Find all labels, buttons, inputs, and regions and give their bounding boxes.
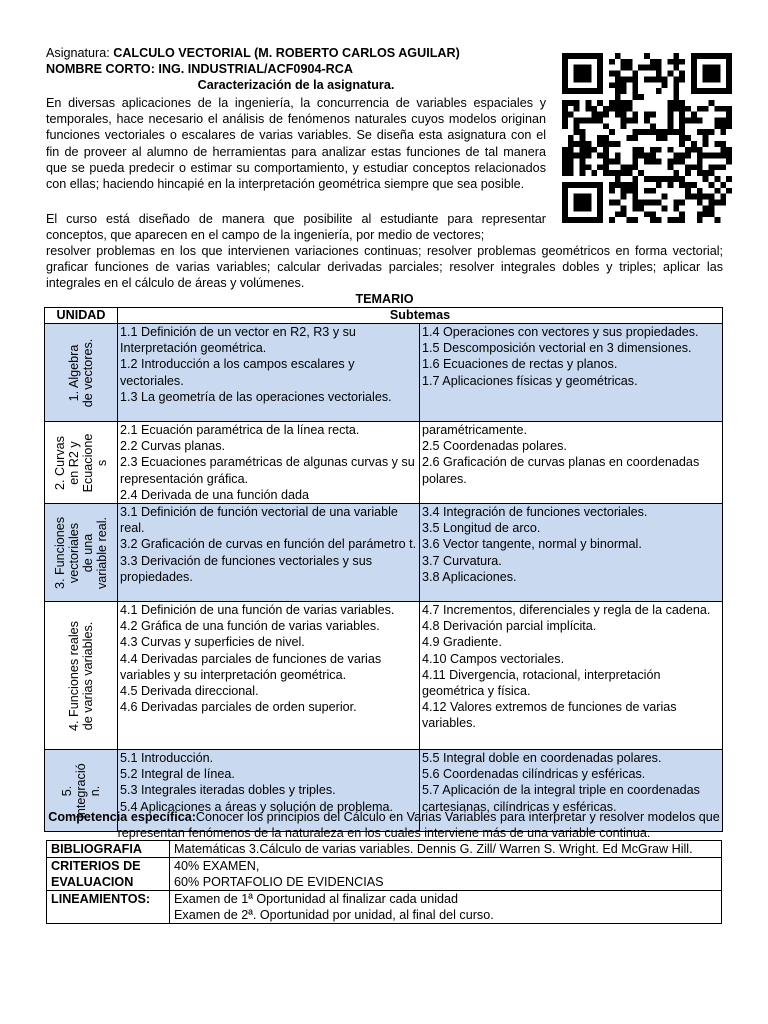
lineamientos-label: LINEAMIENTOS: <box>47 891 170 924</box>
unit-name: 3. Funciones vectoriales de una variable real. <box>53 516 109 589</box>
subtemas-left: 1.1 Definición de un vector en R2, R3 y su Interpretación geométrica. 1.2 Introducción a los campos escalares y vectoriales. 1.3 La geometría de las operaciones vectoriales. <box>118 324 420 422</box>
intro-paragraph-1: En diversas aplicaciones de la ingeniería, la concurrencia de variables espaciales y temporales, hace necesario el análisis de fenómenos naturales cuyos modelos originan funciones vectoriales o escalares de varias variables. Se diseña esta asignatura con el fin de proveer al alumno de herramientas para analizar estas funciones de tal manera que se pueda predecir o estimar su comportamiento, y estudiar conceptos relacionados con ellas; haciendo hincapié en la interpretación geométrica siempre que sea posible. <box>46 96 546 192</box>
unit-cell <box>45 602 118 750</box>
bibliografia-value: Matemáticas 3.Cálculo de varias variables. Dennis G. Zill/ Warren S. Wright. Ed McGraw Hill. <box>170 841 722 858</box>
subtemas-left: 4.1 Definición de una función de varias variables. 4.2 Gráfica de una función de varias variables. 4.3 Curvas y superficies de nivel. 4.4 Derivadas parciales de funciones de varias variables y su interpretación geométrica. 4.5 Derivada direccional. 4.6 Derivadas parciales de orden superior. <box>118 602 420 750</box>
competencia-label: Competencia específica: <box>48 810 196 824</box>
temario-header-row <box>45 308 723 324</box>
bibliografia-label: BIBLIOGRAFIA <box>47 841 170 858</box>
document-header <box>46 45 546 93</box>
unit-name: 5. Integració n. <box>60 762 102 819</box>
criterios-value: 40% EXAMEN, 60% PORTAFOLIO DE EVIDENCIAS <box>170 858 722 891</box>
subtemas-right: paramétricamente. 2.5 Coordenadas polares. 2.6 Graficación de curvas planas en coordenadas polares. <box>420 422 723 504</box>
qr-code <box>562 49 732 227</box>
asignatura-value: CALCULO VECTORIAL (M. ROBERTO CARLOS AGUILAR) <box>113 46 460 60</box>
temario-table <box>44 307 723 832</box>
competencia-especifica <box>44 809 724 841</box>
temario-title: TEMARIO <box>355 292 414 306</box>
unit-name: 2. Curvas en R2 y Ecuacione s <box>53 433 109 492</box>
col-subtemas: Subtemas <box>118 308 723 324</box>
intro-paragraph-2b: resolver problemas en los que intervienen variaciones continuas; resolver problemas geométricos en forma vectorial; graficar funciones de varias variables; calcular derivadas parciales; resolver integrales dobles y triples; aplicar las integrales en el cálculo de áreas y volúmenes. <box>46 244 723 291</box>
unit-cell <box>45 504 118 602</box>
unit-cell <box>45 422 118 504</box>
table-row <box>47 841 722 858</box>
caracterizacion-heading: Caracterización de la asignatura. <box>197 78 395 92</box>
unit-cell <box>45 324 118 422</box>
lineamientos-value: Examen de 1ª Oportunidad al finalizar cada unidad Examen de 2ª. Oportunidad por unidad, al final del curso. <box>170 891 722 924</box>
info-table <box>46 840 722 924</box>
unit-name: 1. Algebra de vectores. <box>67 338 95 407</box>
table-row <box>45 324 723 422</box>
subtemas-left: 5.1 Introducción. 5.2 Integral de línea. 5.3 Integrales iteradas dobles y triples. 5.4 Aplicaciones a áreas y solución de problema. <box>118 750 420 832</box>
table-row <box>45 504 723 602</box>
col-unidad: UNIDAD <box>45 308 118 324</box>
criterios-label: CRITERIOS DE EVALUACION <box>47 858 170 891</box>
intro-paragraph-2a: El curso está diseñado de manera que posibilite al estudiante para representar conceptos, que aparecen en el campo de la ingeniería, por medio de vectores; <box>46 212 546 243</box>
subtemas-right: 5.5 Integral doble en coordenadas polares. 5.6 Coordenadas cilíndricas y esféricas. 5.7 Aplicación de la integral triple en coordenadas cartesianas, cilíndricas y esféricas. <box>420 750 723 832</box>
subtemas-right: 3.4 Integración de funciones vectoriales. 3.5 Longitud de arco. 3.6 Vector tangente, normal y binormal. 3.7 Curvatura. 3.8 Aplicaciones. <box>420 504 723 602</box>
table-row <box>47 858 722 891</box>
table-row <box>45 422 723 504</box>
subtemas-right: 4.7 Incrementos, diferenciales y regla de la cadena. 4.8 Derivación parcial implícita. 4.9 Gradiente. 4.10 Campos vectoriales. 4.11 Divergencia, rotacional, interpretación geométrica y física. 4.12 Valores extremos de funciones de varias variables. <box>420 602 723 750</box>
unit-name: 4. Funciones reales de varias variables. <box>67 620 95 731</box>
competencia-text: Conocer los principios del Cálculo en Varias Variables para interpretar y resolver modelos que representan fenómenos de la naturaleza en los cuales interviene más de una variable continua. <box>117 810 720 840</box>
subtemas-right: 1.4 Operaciones con vectores y sus propiedades. 1.5 Descomposición vectorial en 3 dimensiones. 1.6 Ecuaciones de rectas y planos. 1.7 Aplicaciones físicas y geométricas. <box>420 324 723 422</box>
table-row <box>47 891 722 924</box>
subtemas-left: 3.1 Definición de función vectorial de una variable real. 3.2 Graficación de curvas en función del parámetro t. 3.3 Derivación de funciones vectoriales y sus propiedades. <box>118 504 420 602</box>
table-row <box>45 602 723 750</box>
asignatura-line: Asignatura: CALCULO VECTORIAL (M. ROBERTO CARLOS AGUILAR) <box>46 46 460 60</box>
nombre-corto: NOMBRE CORTO: ING. INDUSTRIAL/ACF0904-RCA <box>46 62 353 76</box>
subtemas-left: 2.1 Ecuación paramétrica de la línea recta. 2.2 Curvas planas. 2.3 Ecuaciones paramétricas de algunas curvas y su representación gráfica. 2.4 Derivada de una función dada <box>118 422 420 504</box>
